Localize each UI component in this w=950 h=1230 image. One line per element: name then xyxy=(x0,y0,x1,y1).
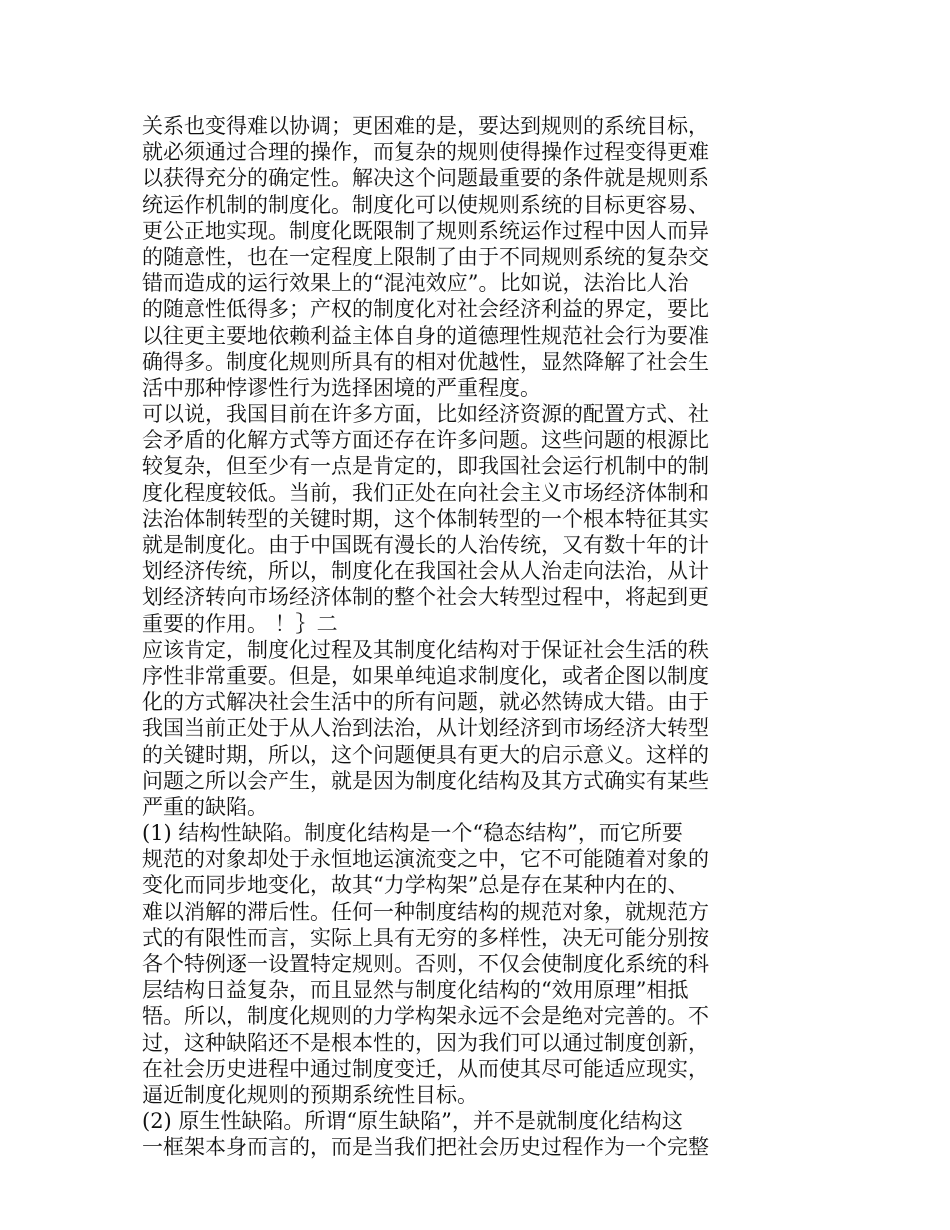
text-line: 划经济传统，所以，制度化在我国社会从人治走向法治，从计 xyxy=(142,559,709,584)
text-line: 关系也变得难以协调；更困难的是，要达到规则的系统目标， xyxy=(142,114,709,138)
text-line: 层结构日益复杂，而且显然与制度化结构的“效用原理”相抵 xyxy=(142,978,689,1003)
text-line: 的随意性低得多；产权的制度化对社会经济利益的界定，要比 xyxy=(142,297,709,322)
text-line: 以往更主要地依赖利益主体自身的道德理性规范社会行为要准 xyxy=(142,323,709,348)
text-line: 变化而同步地变化，故其“力学构架”总是存在某种内在的、 xyxy=(142,873,689,898)
text-line: 可以说，我国目前在许多方面，比如经济资源的配置方式、社 xyxy=(142,402,709,427)
text-line: 过，这种缺陷还不是根本性的，因为我们可以通过制度创新， xyxy=(142,1030,709,1055)
text-line: 问题之所以会产生，就是因为制度化结构及其方式确实有某些 xyxy=(142,768,709,793)
text-line: 规范的对象却处于永恒地运演流变之中，它不可能随着对象的 xyxy=(142,847,709,872)
text-line: 各个特例逐一设置特定规则。否则，不仅会使制度化系统的科 xyxy=(142,952,709,976)
text-line: (2) 原生性缺陷。所谓“原生缺陷”，并不是就制度化结构这 xyxy=(142,1109,683,1134)
text-line: 就必须通过合理的操作，而复杂的规则使得操作过程变得更难 xyxy=(142,140,709,165)
text-line: 式的有限性而言，实际上具有无穷的多样性，决无可能分别按 xyxy=(142,925,709,950)
text-line: 逼近制度化规则的预期系统性目标。 xyxy=(142,1082,478,1107)
text-line: 活中那种悖谬性行为选择困境的严重程度。 xyxy=(142,375,541,400)
text-line: 会矛盾的化解方式等方面还存在许多问题。这些问题的根源比 xyxy=(142,428,709,453)
text-line: 法治体制转型的关键时期，这个体制转型的一个根本特征其实 xyxy=(142,506,709,531)
text-line: 一框架本身而言的，而是当我们把社会历史过程作为一个完整 xyxy=(142,1135,709,1160)
text-line: 度化程度较低。当前，我们正处在向社会主义市场经济体制和 xyxy=(142,480,709,505)
document-body xyxy=(142,113,742,1161)
text-line: 的关键时期，所以，这个问题便具有更大的启示意义。这样的 xyxy=(142,742,709,767)
text-line: 化的方式解决社会生活中的所有问题，就必然铸成大错。由于 xyxy=(142,690,709,715)
text-line: 牾。所以，制度化规则的力学构架永远不会是绝对完善的。不 xyxy=(142,1004,709,1029)
text-line: (1) 结构性缺陷。制度化结构是一个“稳态结构”，而它所要 xyxy=(142,821,683,846)
text-line: 错而造成的运行效果上的“混沌效应”。比如说，法治比人治 xyxy=(142,271,689,296)
text-line: 划经济转向市场经济体制的整个社会大转型过程中，将起到更 xyxy=(142,585,709,610)
text-line: 在社会历史进程中通过制度变迁，从而使其尽可能适应现实， xyxy=(142,1056,709,1081)
text-line: 更公正地实现。制度化既限制了规则系统运作过程中因人而异 xyxy=(142,218,709,243)
text-line: 的随意性，也在一定程度上限制了由于不同规则系统的复杂交 xyxy=(142,244,709,269)
text-line: 统运作机制的制度化。制度化可以使规则系统的目标更容易、 xyxy=(142,192,709,217)
text-line: 我国当前正处于从人治到法治，从计划经济到市场经济大转型 xyxy=(142,716,709,741)
text-line: 较复杂，但至少有一点是肯定的，即我国社会运行机制中的制 xyxy=(142,454,709,479)
text-line: 就是制度化。由于中国既有漫长的人治传统，又有数十年的计 xyxy=(142,533,709,557)
text-line: 序性非常重要。但是，如果单纯追求制度化，或者企图以制度 xyxy=(142,663,709,688)
text-line: 难以消解的滞后性。任何一种制度结构的规范对象，就规范方 xyxy=(142,899,709,924)
text-line: 重要的作用。 ！｝二 xyxy=(142,611,338,636)
text-line: 应该肯定，制度化过程及其制度化结构对于保证社会生活的秩 xyxy=(142,637,709,662)
text-line: 严重的缺陷。 xyxy=(142,794,268,819)
text-line: 以获得充分的确定性。解决这个问题最重要的条件就是规则系 xyxy=(142,166,709,191)
text-line: 确得多。制度化规则所具有的相对优越性，显然降解了社会生 xyxy=(142,349,709,374)
